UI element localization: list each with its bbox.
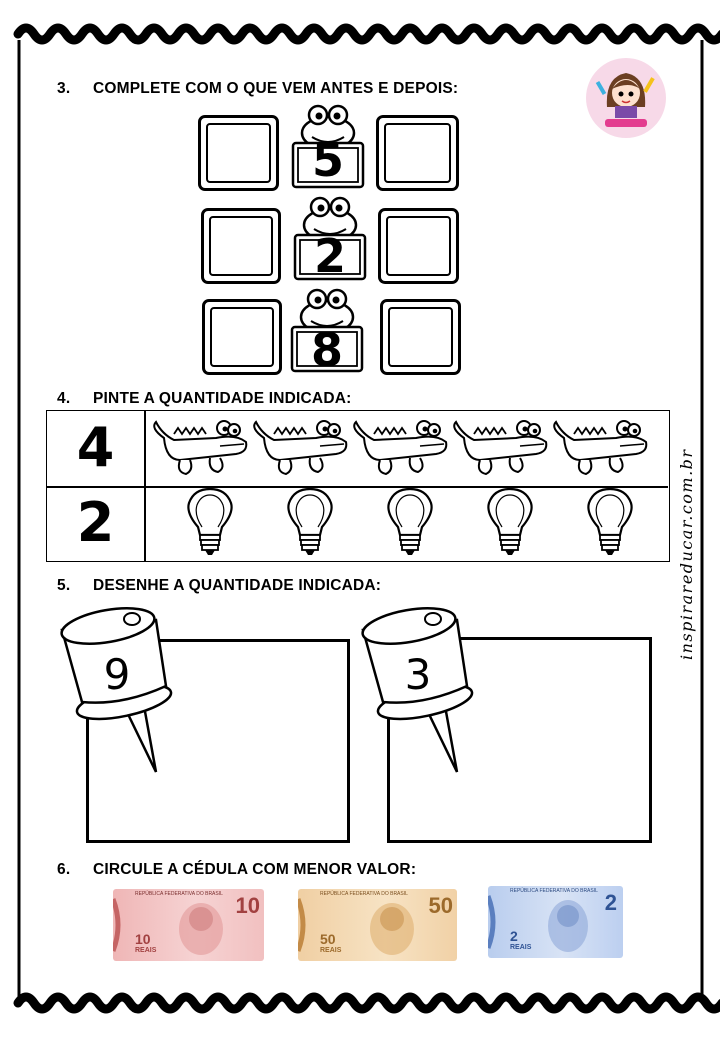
center-number-5: 5 <box>311 133 344 187</box>
bottom-wavy-border <box>18 997 720 1009</box>
pushpin-9 <box>56 602 186 774</box>
lightbulb-icon[interactable] <box>288 489 331 555</box>
section-4-title: 4. PINTE A QUANTIDADE INDICADA: <box>57 390 352 407</box>
frog-number-sign-1 <box>290 103 366 189</box>
alligator-icon[interactable] <box>454 421 546 474</box>
lightbulb-icon[interactable] <box>488 489 531 555</box>
alligator-row <box>150 412 670 484</box>
center-number-8: 8 <box>310 323 343 377</box>
answer-box-after-1[interactable] <box>376 115 459 191</box>
alligator-icon[interactable] <box>354 421 446 474</box>
alligator-icon[interactable] <box>154 421 246 474</box>
section-3-title: 3. COMPLETE COM O QUE VEM ANTES E DEPOIS: <box>57 80 459 97</box>
pin-number-3: 3 <box>404 650 432 699</box>
top-wavy-border <box>18 28 720 40</box>
section-5-title: 5. DESENHE A QUANTIDADE INDICADA: <box>57 577 382 594</box>
answer-box-after-3[interactable] <box>380 299 461 375</box>
alligator-icon[interactable] <box>554 421 646 474</box>
side-website-url: inspirareducar.com.br <box>677 448 696 660</box>
quantity-label-2: 2 <box>76 491 115 554</box>
alligator-icon[interactable] <box>254 421 346 474</box>
answer-box-before-3[interactable] <box>202 299 282 375</box>
lightbulb-icon[interactable] <box>388 489 431 555</box>
center-number-2: 2 <box>313 229 346 283</box>
frog-number-sign-2 <box>292 195 368 281</box>
pushpin-3 <box>357 602 487 774</box>
pin-number-9: 9 <box>103 650 131 699</box>
quantity-label-4: 4 <box>76 416 115 479</box>
banknote-art <box>488 886 623 958</box>
banknote-50-reais[interactable]: REPÚBLICA FEDERATIVA DO BRASIL 50 50 REAIS <box>298 889 457 961</box>
answer-box-after-2[interactable] <box>378 208 459 284</box>
answer-box-before-1[interactable] <box>198 115 279 191</box>
lightbulb-row <box>150 487 670 562</box>
lightbulb-icon[interactable] <box>188 489 231 555</box>
frog-number-sign-3 <box>289 287 365 377</box>
banknote-10-reais[interactable]: REPÚBLICA FEDERATIVA DO BRASIL 10 10 REAIS <box>113 889 264 961</box>
banknote-2-reais[interactable]: REPÚBLICA FEDERATIVA DO BRASIL 2 2 REAIS <box>488 886 623 958</box>
section-6-title: 6. CIRCULE A CÉDULA COM MENOR VALOR: <box>57 861 417 878</box>
answer-box-before-2[interactable] <box>201 208 281 284</box>
lightbulb-icon[interactable] <box>588 489 631 555</box>
teacher-logo <box>585 57 667 139</box>
